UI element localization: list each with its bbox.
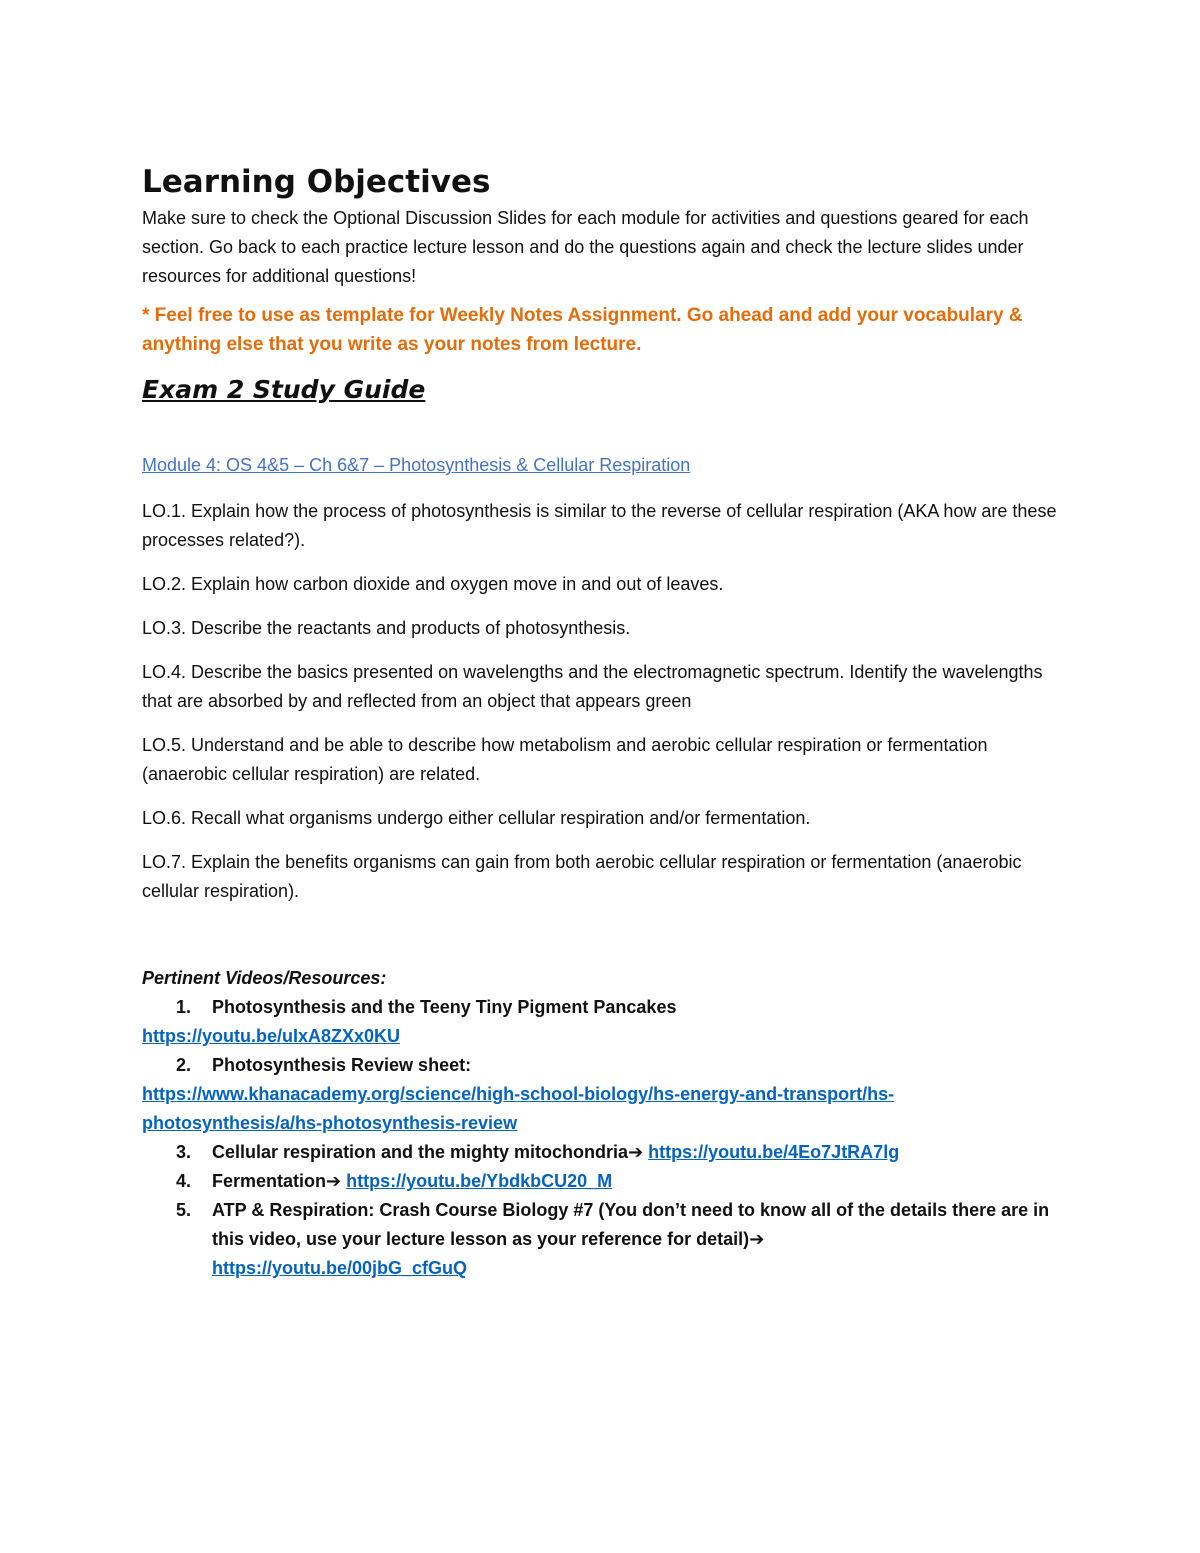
learning-objective-3: LO.3. Describe the reactants and products of photosynthesis. xyxy=(142,618,631,638)
resource-label: Photosynthesis Review sheet: xyxy=(212,1055,472,1075)
resource-item-4 xyxy=(142,1167,1072,1196)
learning-objective-6: LO.6. Recall what organisms undergo either cellular respiration and/or fermentation. xyxy=(142,808,811,828)
study-guide-title: Exam 2 Study Guide xyxy=(142,375,426,404)
resource-number: 5. xyxy=(176,1200,192,1220)
resource-number: 4. xyxy=(176,1171,192,1191)
learning-objective-4: LO.4. Describe the basics presented on wavelengths and the electromagnetic spectrum. Identify the wavelengths that are absorbed by and reflected from an object that appears green xyxy=(142,662,1043,711)
resource-item-1 xyxy=(142,993,1072,1051)
resources-list xyxy=(142,993,1072,1283)
intro-paragraph: Make sure to check the Optional Discussion Slides for each module for activities and questions geared for each section. Go back to each practice lecture lesson and do the questions again and check the lecture slides under resources for additional questions! xyxy=(142,208,1029,286)
document-page xyxy=(142,160,1072,1283)
module-heading[interactable]: Module 4: OS 4&5 – Ch 6&7 – Photosynthesis & Cellular Respiration xyxy=(142,455,691,475)
resources-heading: Pertinent Videos/Resources: xyxy=(142,968,387,988)
resource-link-5[interactable]: https://youtu.be/00jbG_cfGuQ xyxy=(212,1258,468,1278)
learning-objective-7: LO.7. Explain the benefits organisms can gain from both aerobic cellular respiration or fermentation (anaerobic cellular respiration). xyxy=(142,852,1022,901)
resource-label: Photosynthesis and the Teeny Tiny Pigment Pancakes xyxy=(212,997,677,1017)
resource-number: 3. xyxy=(176,1142,192,1162)
arrow-right-icon: ➔ xyxy=(749,1229,765,1249)
resource-label: Fermentation xyxy=(212,1171,327,1191)
resource-link-3[interactable]: https://youtu.be/4Eo7JtRA7lg xyxy=(648,1142,900,1162)
resource-label: Cellular respiration and the mighty mitochondria xyxy=(212,1142,629,1162)
resource-link-2[interactable]: https://www.khanacademy.org/science/high-school-biology/hs-energy-and-transport/hs-photosynthesis/a/hs-photosynthesis-review xyxy=(142,1084,895,1133)
learning-objective-2: LO.2. Explain how carbon dioxide and oxygen move in and out of leaves. xyxy=(142,574,724,594)
resource-item-5 xyxy=(142,1196,1072,1283)
resource-item-2 xyxy=(142,1051,1072,1138)
resource-label: ATP & Respiration: Crash Course Biology #7 (You don’t need to know all of the details there are in this video, use your lecture lesson as your reference for detail) xyxy=(212,1200,1050,1249)
learning-objective-1: LO.1. Explain how the process of photosynthesis is similar to the reverse of cellular respiration (AKA how are these processes related?). xyxy=(142,501,1057,550)
resource-item-3 xyxy=(142,1138,1072,1167)
arrow-right-icon: ➔ xyxy=(628,1142,644,1162)
template-note: * Feel free to use as template for Weekly Notes Assignment. Go ahead and add your vocabulary & anything else that you write as your notes from lecture. xyxy=(142,305,1023,355)
resource-link-1[interactable]: https://youtu.be/uIxA8ZXx0KU xyxy=(142,1026,401,1046)
resource-number: 2. xyxy=(176,1055,192,1075)
learning-objective-5: LO.5. Understand and be able to describe how metabolism and aerobic cellular respiration or fermentation (anaerobic cellular respiration) are related. xyxy=(142,735,988,784)
resource-number: 1. xyxy=(176,997,192,1017)
page-title: Learning Objectives xyxy=(142,164,491,200)
arrow-right-icon: ➔ xyxy=(326,1171,342,1191)
resource-link-4[interactable]: https://youtu.be/YbdkbCU20_M xyxy=(346,1171,613,1191)
